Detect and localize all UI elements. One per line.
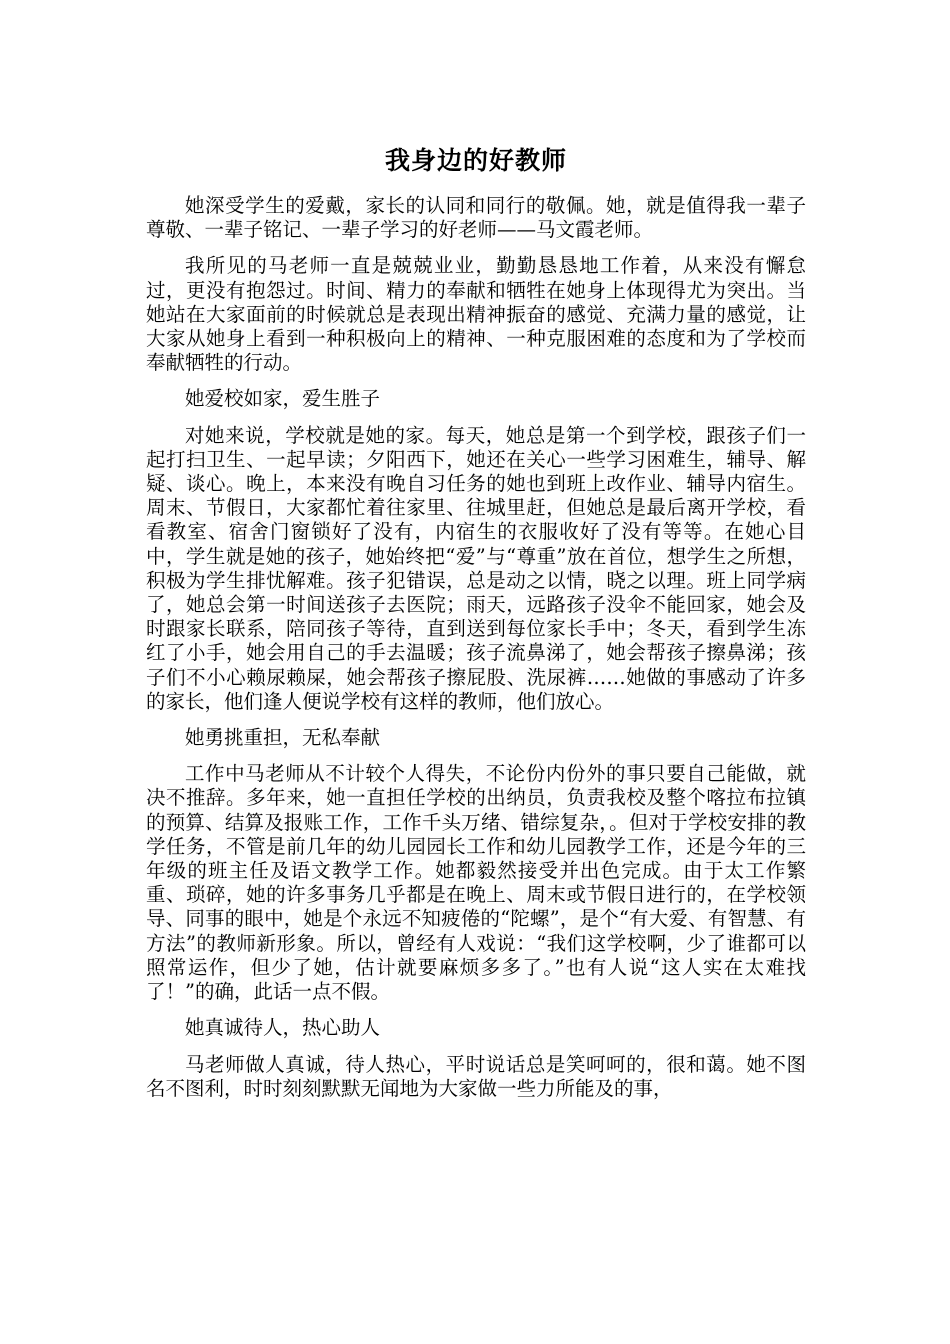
paragraph-intro: 她深受学生的爱戴，家长的认同和同行的敬佩。她，就是值得我一辈子尊敬、一辈子铭记、一辈子学习的好老师——马文霞老师。 xyxy=(146,194,806,242)
document-page xyxy=(146,140,806,1113)
section-heading-sincerity: 她真诚待人，热心助人 xyxy=(185,1016,381,1040)
document-title: 我身边的好教师 xyxy=(384,146,567,175)
paragraph-sincerity: 马老师做人真诚，待人热心，平时说话总是笑呵呵的，很和蔼。她不图名不图利，时时刻刻默默无闻地为大家做一些力所能及的事， xyxy=(146,1052,806,1100)
paragraph-dedication: 我所见的马老师一直是兢兢业业，勤勤恳恳地工作着，从来没有懈怠过，更没有抱怨过。时间、精力的奉献和牺牲在她身上体现得尤为突出。当她站在大家面前的时候就总是表现出精神振奋的感觉、充满力量的感觉，让大家从她身上看到一种积极向上的精神、一种克服困难的态度和为了学校而奉献牺牲的行动。 xyxy=(146,254,806,375)
section-heading-love-school: 她爱校如家，爱生胜子 xyxy=(185,387,381,411)
paragraph-love-school: 对她来说，学校就是她的家。每天，她总是第一个到学校，跟孩子们一起打扫卫生、一起早读；夕阳西下，她还在关心一些学习困难生，辅导、解疑、谈心。晚上，本来没有晚自习任务的她也到班上改作业、辅导内宿生。周末、节假日，大家都忙着往家里、往城里赶，但她总是最后离开学校，看看教室、宿舍门窗锁好了没有，内宿生的衣服收好了没有等等。在她心目中，学生就是她的孩子，她始终把“爱”与“尊重”放在首位，想学生之所想，积极为学生排忧解难。孩子犯错误，总是动之以情，晓之以理。班上同学病了，她总会第一时间送孩子去医院；雨天，远路孩子没伞不能回家，她会及时跟家长联系，陪同孩子等待，直到送到每位家长手中；冬天，看到学生冻红了小手，她会用自己的手去温暖；孩子流鼻涕了，她会帮孩子擦鼻涕；孩子们不小心赖尿赖屎，她会帮孩子擦屁股、洗尿裤……她做的事感动了许多的家长，他们逢人便说学校有这样的教师，他们放心。 xyxy=(146,423,806,713)
section-heading-responsibility: 她勇挑重担，无私奉献 xyxy=(185,726,381,750)
paragraph-responsibility: 工作中马老师从不计较个人得失，不论份内份外的事只要自己能做，就决不推辞。多年来，她一直担任学校的出纳员，负责我校及整个喀拉布拉镇的预算、结算及报账工作，工作千头万绪、错综复杂，。但对于学校安排的教学任务，不管是前几年的幼儿园园长工作和幼儿园教学工作，还是今年的三年级的班主任及语文教学工作。她都毅然接受并出色完成。由于太工作繁重、琐碎，她的许多事务几乎都是在晚上、周末或节假日进行的，在学校领导、同事的眼中，她是个永远不知疲倦的“陀螺”，是个“有大爱、有智慧、有方法”的教师新形象。所以，曾经有人戏说：“我们这学校啊，少了谁都可以照常运作，但少了她，估计就要麻烦多多了。”也有人说“这人实在太难找了！”的确，此话一点不假。 xyxy=(146,762,806,1004)
